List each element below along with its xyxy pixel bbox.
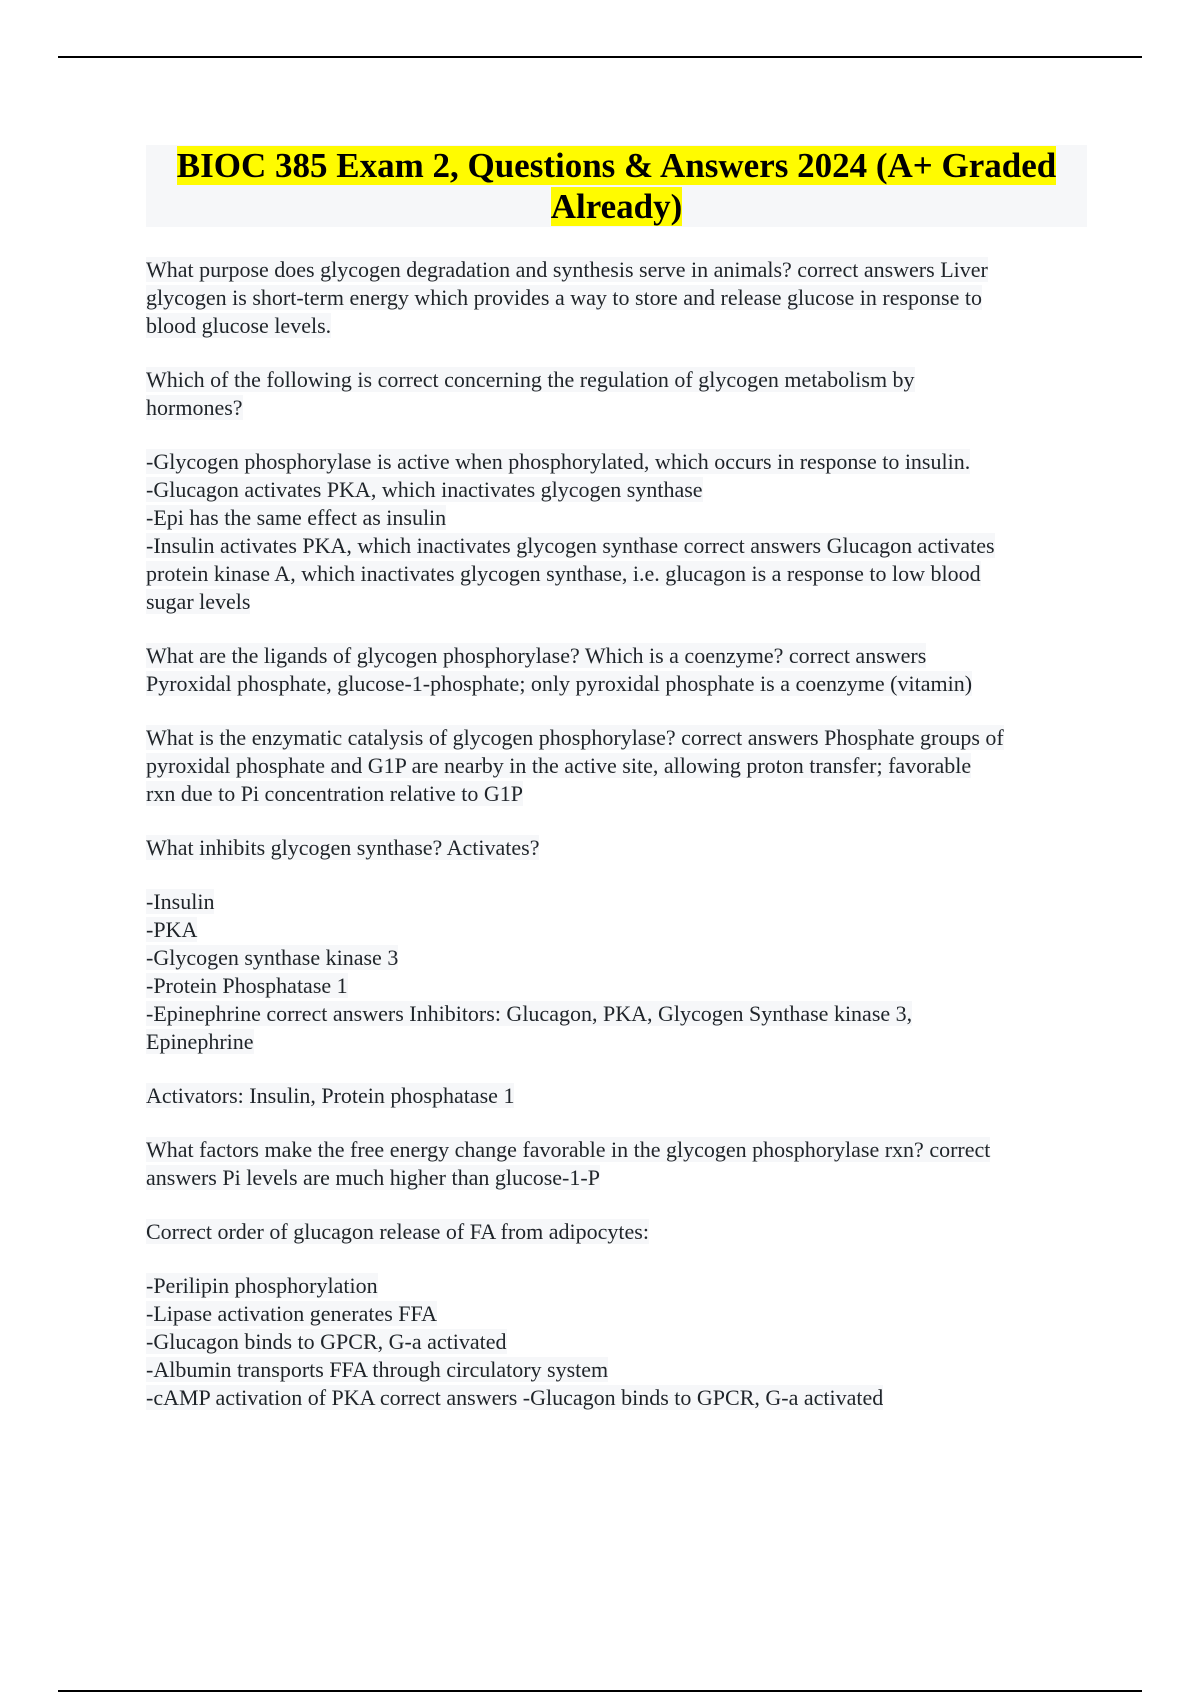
text-line-content: -Albumin transports FFA through circulatory system [146, 1357, 609, 1382]
text-line [146, 1082, 1096, 1110]
document-title [146, 145, 1087, 227]
text-line-content: hormones? [146, 395, 243, 420]
text-line-content: Correct order of glucagon release of FA from adipocytes: [146, 1219, 649, 1244]
text-line-content: -Perilipin phosphorylation [146, 1273, 378, 1298]
text-line [146, 1272, 1096, 1300]
text-line-content: sugar levels [146, 589, 251, 614]
text-line [146, 476, 1096, 504]
text-line-content: glycogen is short-term energy which provides a way to store and release glucose in response to [146, 285, 982, 310]
qa-paragraph [146, 1082, 1096, 1110]
text-line [146, 724, 1096, 752]
text-line-content: answers Pi levels are much higher than glucose-1-P [146, 1165, 600, 1190]
qa-paragraph [146, 834, 1096, 862]
text-line [146, 394, 1096, 422]
text-line [146, 834, 1096, 862]
text-line-content: -Glucagon activates PKA, which inactivates glycogen synthase [146, 477, 703, 502]
text-line [146, 284, 1096, 312]
text-line [146, 1164, 1096, 1192]
qa-paragraph [146, 1218, 1096, 1246]
text-line-content: What purpose does glycogen degradation and synthesis serve in animals? correct answers Liver [146, 257, 988, 282]
text-line-content: Which of the following is correct concerning the regulation of glycogen metabolism by [146, 367, 915, 392]
text-line [146, 944, 1096, 972]
text-line [146, 1328, 1096, 1356]
text-line-content: pyroxidal phosphate and G1P are nearby in the active site, allowing proton transfer; favorable [146, 753, 972, 778]
text-line [146, 504, 1096, 532]
text-line [146, 972, 1096, 1000]
text-line [146, 1000, 1096, 1028]
text-line [146, 588, 1096, 616]
text-line-content: -Protein Phosphatase 1 [146, 973, 348, 998]
text-line-content: What are the ligands of glycogen phosphorylase? Which is a coenzyme? correct answers [146, 643, 927, 668]
text-line [146, 752, 1096, 780]
text-line [146, 670, 1096, 698]
text-line [146, 780, 1096, 808]
text-line [146, 916, 1096, 944]
text-line [146, 642, 1096, 670]
text-line-content: -Lipase activation generates FFA [146, 1301, 437, 1326]
text-line [146, 532, 1096, 560]
text-line [146, 1218, 1096, 1246]
qa-paragraph [146, 1272, 1096, 1412]
text-line [146, 1136, 1096, 1164]
document-body [146, 256, 1096, 1438]
text-line-content: -Glycogen synthase kinase 3 [146, 945, 399, 970]
text-line-content: blood glucose levels. [146, 313, 332, 338]
text-line [146, 560, 1096, 588]
text-line-content: -Epi has the same effect as insulin [146, 505, 447, 530]
qa-paragraph [146, 448, 1096, 616]
text-line [146, 366, 1096, 394]
text-line [146, 888, 1096, 916]
text-line-content: rxn due to Pi concentration relative to G1P [146, 781, 523, 806]
qa-paragraph [146, 888, 1096, 1056]
text-line-content: Epinephrine [146, 1029, 254, 1054]
text-line [146, 1384, 1096, 1412]
text-line [146, 1356, 1096, 1384]
text-line-content: -Glycogen phosphorylase is active when phosphorylated, which occurs in response to insulin. [146, 449, 971, 474]
bottom-rule [58, 1690, 1142, 1692]
text-line-content: -PKA [146, 917, 198, 942]
qa-paragraph [146, 366, 1096, 422]
text-line [146, 448, 1096, 476]
text-line-content: -Insulin activates PKA, which inactivates glycogen synthase correct answers Glucagon activates [146, 533, 995, 558]
title-line-2: Already) [550, 187, 683, 226]
text-line-content: What inhibits glycogen synthase? Activates? [146, 835, 540, 860]
title-line-1: BIOC 385 Exam 2, Questions & Answers 2024 (A+ Graded [176, 146, 1057, 185]
text-line-content: Pyroxidal phosphate, glucose-1-phosphate; only pyroxidal phosphate is a coenzyme (vitamin) [146, 671, 973, 696]
text-line-content: -Epinephrine correct answers Inhibitors: Glucagon, PKA, Glycogen Synthase kinase 3, [146, 1001, 913, 1026]
text-line-content: Activators: Insulin, Protein phosphatase 1 [146, 1083, 515, 1108]
qa-paragraph [146, 1136, 1096, 1192]
text-line-content: -cAMP activation of PKA correct answers -Glucagon binds to GPCR, G-a activated [146, 1385, 884, 1410]
top-rule [58, 56, 1142, 58]
text-line-content: protein kinase A, which inactivates glycogen synthase, i.e. glucagon is a response to low blood [146, 561, 981, 586]
text-line [146, 312, 1096, 340]
text-line [146, 1300, 1096, 1328]
text-line-content: -Insulin [146, 889, 215, 914]
text-line-content: What factors make the free energy change favorable in the glycogen phosphorylase rxn? correct [146, 1137, 991, 1162]
text-line-content: What is the enzymatic catalysis of glycogen phosphorylase? correct answers Phosphate groups of [146, 725, 1004, 750]
qa-paragraph [146, 642, 1096, 698]
qa-paragraph [146, 256, 1096, 340]
text-line-content: -Glucagon binds to GPCR, G-a activated [146, 1329, 507, 1354]
text-line [146, 1028, 1096, 1056]
qa-paragraph [146, 724, 1096, 808]
text-line [146, 256, 1096, 284]
